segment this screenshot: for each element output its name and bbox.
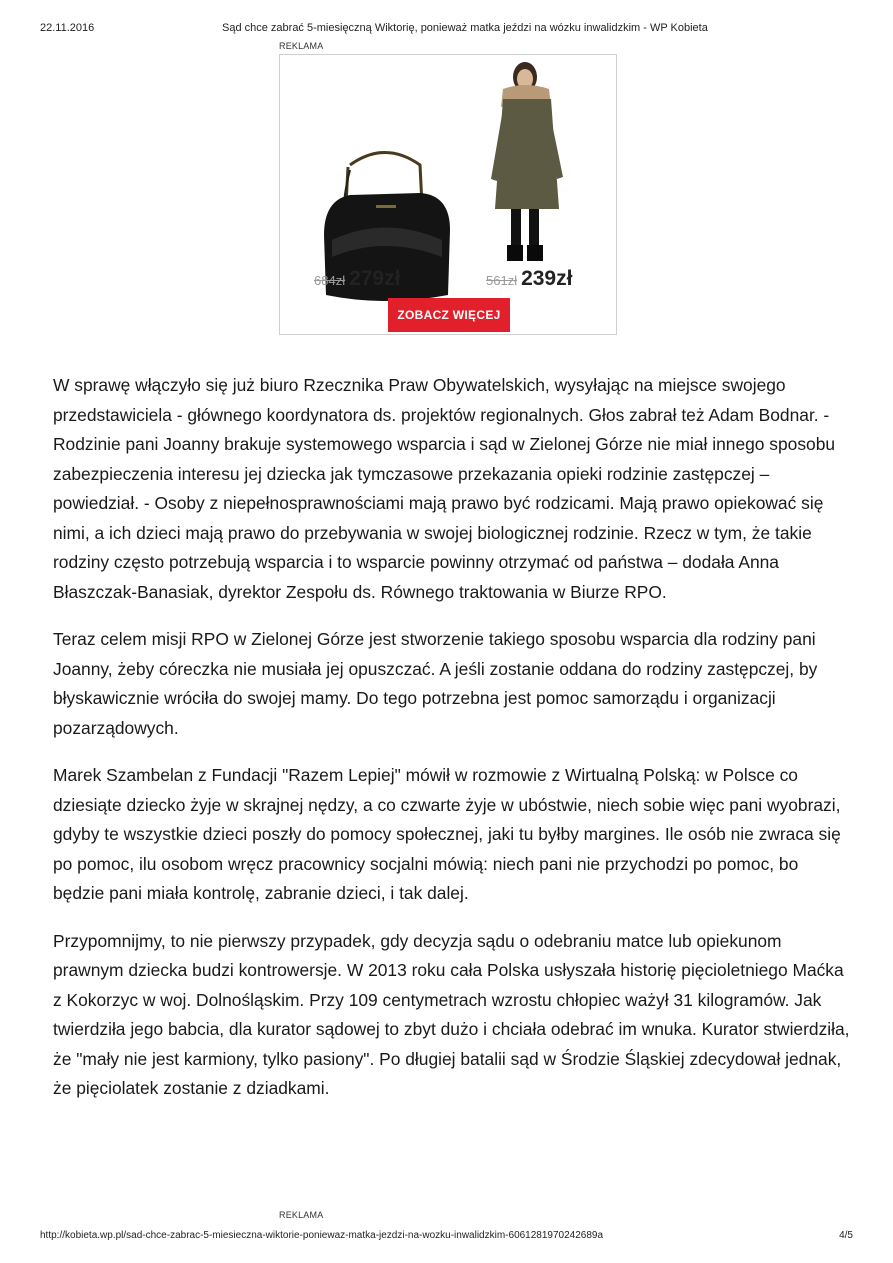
old-price: 684zł xyxy=(314,273,346,288)
new-price: 239zł xyxy=(521,267,573,290)
article-paragraph: Marek Szambelan z Fundacji "Razem Lepiej" mówił w rozmowie z Wirtualną Polską: w Polsce co dziesiąte dziecko żyje w skrajnej nędzy, a co czwarte żyje w ubóstwie, niech sobie więc pani wyobrazi, gdyby te wszystkie dzieci poszły do pomocy społecznej, jaki tu byłby margines. Ile osób nie zwraca się po pomoc, ilu osobom wręcz pracownicy socjalni mówią: niech pani nie przychodzi po pomoc, bo będzie pani miała kontrolę, zabranie dzieci, i tak dalej. xyxy=(53,765,841,903)
ad-label-top: REKLAMA xyxy=(279,41,324,51)
new-price: 279zł xyxy=(349,267,401,290)
old-price: 561zł xyxy=(486,273,518,288)
page-url: http://kobieta.wp.pl/sad-chce-zabrac-5-miesieczna-wiktorie-poniewaz-matka-jezdzi-na-wozku-inwalidzkim-6061281970242689a xyxy=(40,1230,604,1241)
see-more-button[interactable]: ZOBACZ WIĘCEJ xyxy=(388,298,510,332)
article-body xyxy=(53,371,853,1122)
article-paragraph: Teraz celem misji RPO w Zielonej Górze jest stworzenie takiego sposobu wsparcia dla rodziny pani Joanny, żeby córeczka nie musiała jej opuszczać. A jeśli zostanie oddana do rodziny zastępczej, by błyskawicznie wróciła do swojej mamy. Do tego potrzebna jest pomoc samorządu i organizacji pozarządowych. xyxy=(53,629,818,738)
ad-banner[interactable] xyxy=(279,54,617,335)
page-number: 4/5 xyxy=(839,1230,853,1241)
ad-label-bottom: REKLAMA xyxy=(279,1210,324,1220)
page-title: Sąd chce zabrać 5-miesięczną Wiktorię, ponieważ matka jeździ na wózku inwalidzkim - WP Kobieta xyxy=(222,22,708,34)
price-bag xyxy=(314,267,400,291)
coat-model-image xyxy=(473,59,583,269)
print-date: 22.11.2016 xyxy=(40,22,95,34)
article-paragraph: Przypomnijmy, to nie pierwszy przypadek, gdy decyzja sądu o odebraniu matce lub opiekunom prawnym dziecka budzi kontrowersje. W 2013 roku cała Polska usłyszała historię pięcioletniego Maćka z Kokorzyc w woj. Dolnośląskim. Przy 109 centymetrach wzrostu chłopiec ważył 31 kilogramów. Jak twierdziła jego babcia, dla kurator sądowej to zbyt dużo i chciała odebrać im wnuka. Kurator stwierdziła, że "mały nie jest karmiony, tylko pasiony". Po długiej batalii sąd w Środzie Śląskiej zdecydował jednak, że pięciolatek zostanie z dziadkami. xyxy=(53,930,850,1098)
price-coat xyxy=(486,267,572,291)
article-paragraph: W sprawę włączyło się już biuro Rzecznika Praw Obywatelskich, wysyłając na miejsce swojego przedstawiciela - głównego koordynatora ds. projektów regionalnych. Głos zabrał też Adam Bodnar. - Rodzinie pani Joanny brakuje systemowego wsparcia i sąd w Zielonej Górze nie miał innego sposobu zabezpieczenia interesu jej dziecka jak tymczasowe przekazania opieki rodzinie zastępczej – powiedział. - Osoby z niepełnosprawnościami mają prawo być rodzicami. Mają prawo opiekować się nimi, a ich dzieci mają prawo do przebywania w swojej biologicznej rodzinie. Rzecz w tym, że takie rodziny często potrzebują wsparcia i to wsparcie powinny otrzymać od państwa – dodała Anna Błaszczak-Banasiak, dyrektor Zespołu ds. Równego traktowania w Biurze RPO. xyxy=(53,375,836,602)
